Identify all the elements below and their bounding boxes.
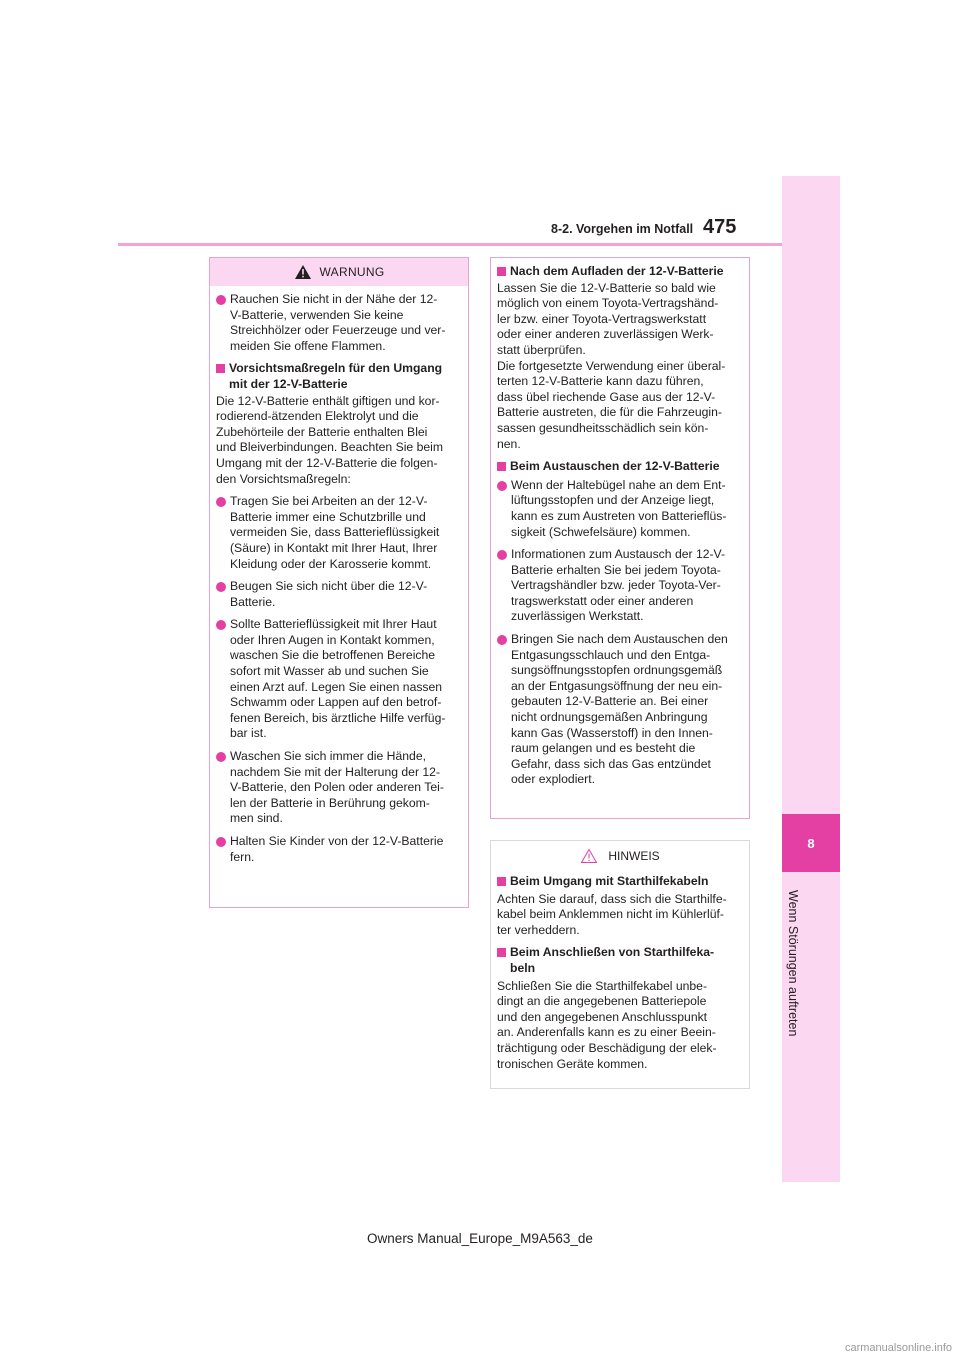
square-bullet-icon <box>497 877 506 886</box>
list-item <box>216 579 461 610</box>
subheading <box>497 874 742 890</box>
bullet-dot-icon <box>216 752 226 762</box>
page-number: 475 <box>703 216 737 238</box>
square-bullet-icon <box>497 462 506 471</box>
paragraph: Schließen Sie die Starthilfekabel unbe- dingt an die angegebenen Batteriepole und den angegebenen Anschlusspunkt an. Anderenfalls kann es zu einer Beein- trächtigung oder Beschädigung der elek- tronischen Geräte kommen. <box>497 978 717 1071</box>
bullet-dot-icon <box>216 620 226 630</box>
bullet-dot-icon <box>497 635 507 645</box>
list-item <box>497 478 742 540</box>
bullet-text: Sollte Batterieflüssigkeit mit Ihrer Haut oder Ihren Augen in Kontakt kommen, waschen Sie die betroffenen Bereiche sofort mit Wasser ab und suchen Sie einen Arzt auf. Legen Sie einen nassen Schwamm oder Lappen auf den betrof- fenen Bereich, bis ärztliche Hilfe verfüg- bar ist. <box>230 617 446 741</box>
footer-manual-id: Owners Manual_Europe_M9A563_de <box>367 1231 593 1246</box>
subheading-text: Nach dem Aufladen der 12-V-Batterie <box>510 264 724 278</box>
square-bullet-icon <box>497 948 506 957</box>
list-item <box>216 749 461 827</box>
list-item <box>497 632 742 788</box>
square-bullet-icon <box>497 267 506 276</box>
list-item <box>497 547 742 625</box>
bullet-dot-icon <box>497 550 507 560</box>
subheading-text: Vorsichtsmaßregeln für den Umgang mit der 12-V-Batterie <box>229 361 443 391</box>
subheading-text: Beim Umgang mit Starthilfekabeln <box>510 874 709 888</box>
chapter-number-box <box>782 814 840 872</box>
list-item <box>216 617 461 742</box>
bullet-text: Rauchen Sie nicht in der Nähe der 12- V-Batterie, verwenden Sie keine Streichhölzer oder Feuerzeuge und ver- meiden Sie offene Flammen. <box>230 292 446 353</box>
warning-continued-box <box>490 257 750 819</box>
bullet-text: Bringen Sie nach dem Austauschen den Entgasungsschlauch und den Entga- sungsöffnungsstopfen ordnungsgemäß an der Entgasungsöffnung der neu ein- gebauten 12-V-Batterie an. Bei einer nicht ordnungsgemäßen Anbringung kann Gas (Wasserstoff) in den Innen- raum gelangen und es besteht die Gefahr, dass sich das Gas entzündet oder explodiert. <box>511 632 728 787</box>
bullet-text: Beugen Sie sich nicht über die 12-V- Batterie. <box>230 579 428 609</box>
notice-box <box>490 840 750 1089</box>
paragraph: Achten Sie darauf, dass sich die Starthilfe- kabel beim Anklemmen nicht im Kühlerlüf- ter verheddern. <box>497 891 727 937</box>
bullet-text: Informationen zum Austausch der 12-V- Batterie erhalten Sie bei jedem Toyota- Vertragshändler bzw. jeder Toyota-Ver- tragswerkstatt oder einer anderen zuverlässigen Werkstatt. <box>511 547 726 624</box>
bullet-dot-icon <box>497 481 507 491</box>
chapter-number: 8 <box>807 835 815 851</box>
warning-triangle-icon <box>294 264 312 280</box>
warning-box <box>209 257 469 908</box>
list-item <box>216 494 461 572</box>
chapter-title: Wenn Störungen auftreten <box>786 890 800 1037</box>
bullet-dot-icon <box>216 837 226 847</box>
bullet-dot-icon <box>216 497 226 507</box>
paragraph: Die 12-V-Batterie enthält giftigen und kor- rodierend-ätzenden Elektrolyt und die Zubehörteile der Batterie enthalten Blei und Bleiverbindungen. Beachten Sie beim Umgang mit der 12-V-Batterie die folgen- den Vorsichtsmaßregeln: <box>216 393 443 486</box>
subheading <box>497 945 742 976</box>
list-item <box>216 292 461 354</box>
section-title: 8-2. Vorgehen im Notfall <box>551 222 694 236</box>
bullet-text: Tragen Sie bei Arbeiten an der 12-V- Batterie immer eine Schutzbrille und vermeiden Sie, dass Batterieflüssigkeit (Säure) in Kontakt mit Ihrer Haut, Ihrer Kleidung oder der Karosserie kommt. <box>230 494 440 571</box>
header-rule <box>118 243 782 246</box>
paragraph: Lassen Sie die 12-V-Batterie so bald wie möglich von einem Toyota-Vertragshänd- ler bzw. einer Toyota-Vertragswerkstatt oder einer anderen zuverlässigen Werk- statt überprüfen. Die fortgesetzte Verwendung einer überal- terten 12-V-Batterie kann dazu führen, dass übel riechende Gase aus der 12-V- Batterie austreten, die für die Fahrzeugin- sassen gesundheitsschädlich sein kön- nen. <box>497 280 726 451</box>
caution-triangle-icon <box>580 848 598 864</box>
footer-site-link[interactable]: carmanualsonline.info <box>844 1342 952 1354</box>
subheading <box>216 361 461 392</box>
bullet-dot-icon <box>216 582 226 592</box>
square-bullet-icon <box>216 364 225 373</box>
bullet-dot-icon <box>216 295 226 305</box>
subheading-text: Beim Austauschen der 12-V-Batterie <box>510 459 720 474</box>
bullet-text: Waschen Sie sich immer die Hände, nachdem Sie mit der Halterung der 12- V-Batterie, den Polen oder anderen Tei- len der Batterie in Berührung gekom- men sind. <box>230 749 444 826</box>
subheading <box>497 459 742 475</box>
warning-header <box>210 258 468 286</box>
bullet-text: Halten Sie Kinder von der 12-V-Batterie fern. <box>230 834 444 864</box>
notice-header <box>491 841 749 870</box>
subheading-text: Beim Anschließen von Starthilfeka- beln <box>510 945 715 975</box>
subheading <box>497 264 742 280</box>
list-item <box>216 834 461 865</box>
bullet-text: Wenn der Haltebügel nahe an dem Ent- lüftungsstopfen und der Anzeige liegt, kann es zum Austreten von Batterieflüs- sigkeit (Schwefelsäure) kommen. <box>511 477 727 539</box>
warning-title: WARNUNG <box>319 265 385 279</box>
notice-title: HINWEIS <box>608 849 660 863</box>
